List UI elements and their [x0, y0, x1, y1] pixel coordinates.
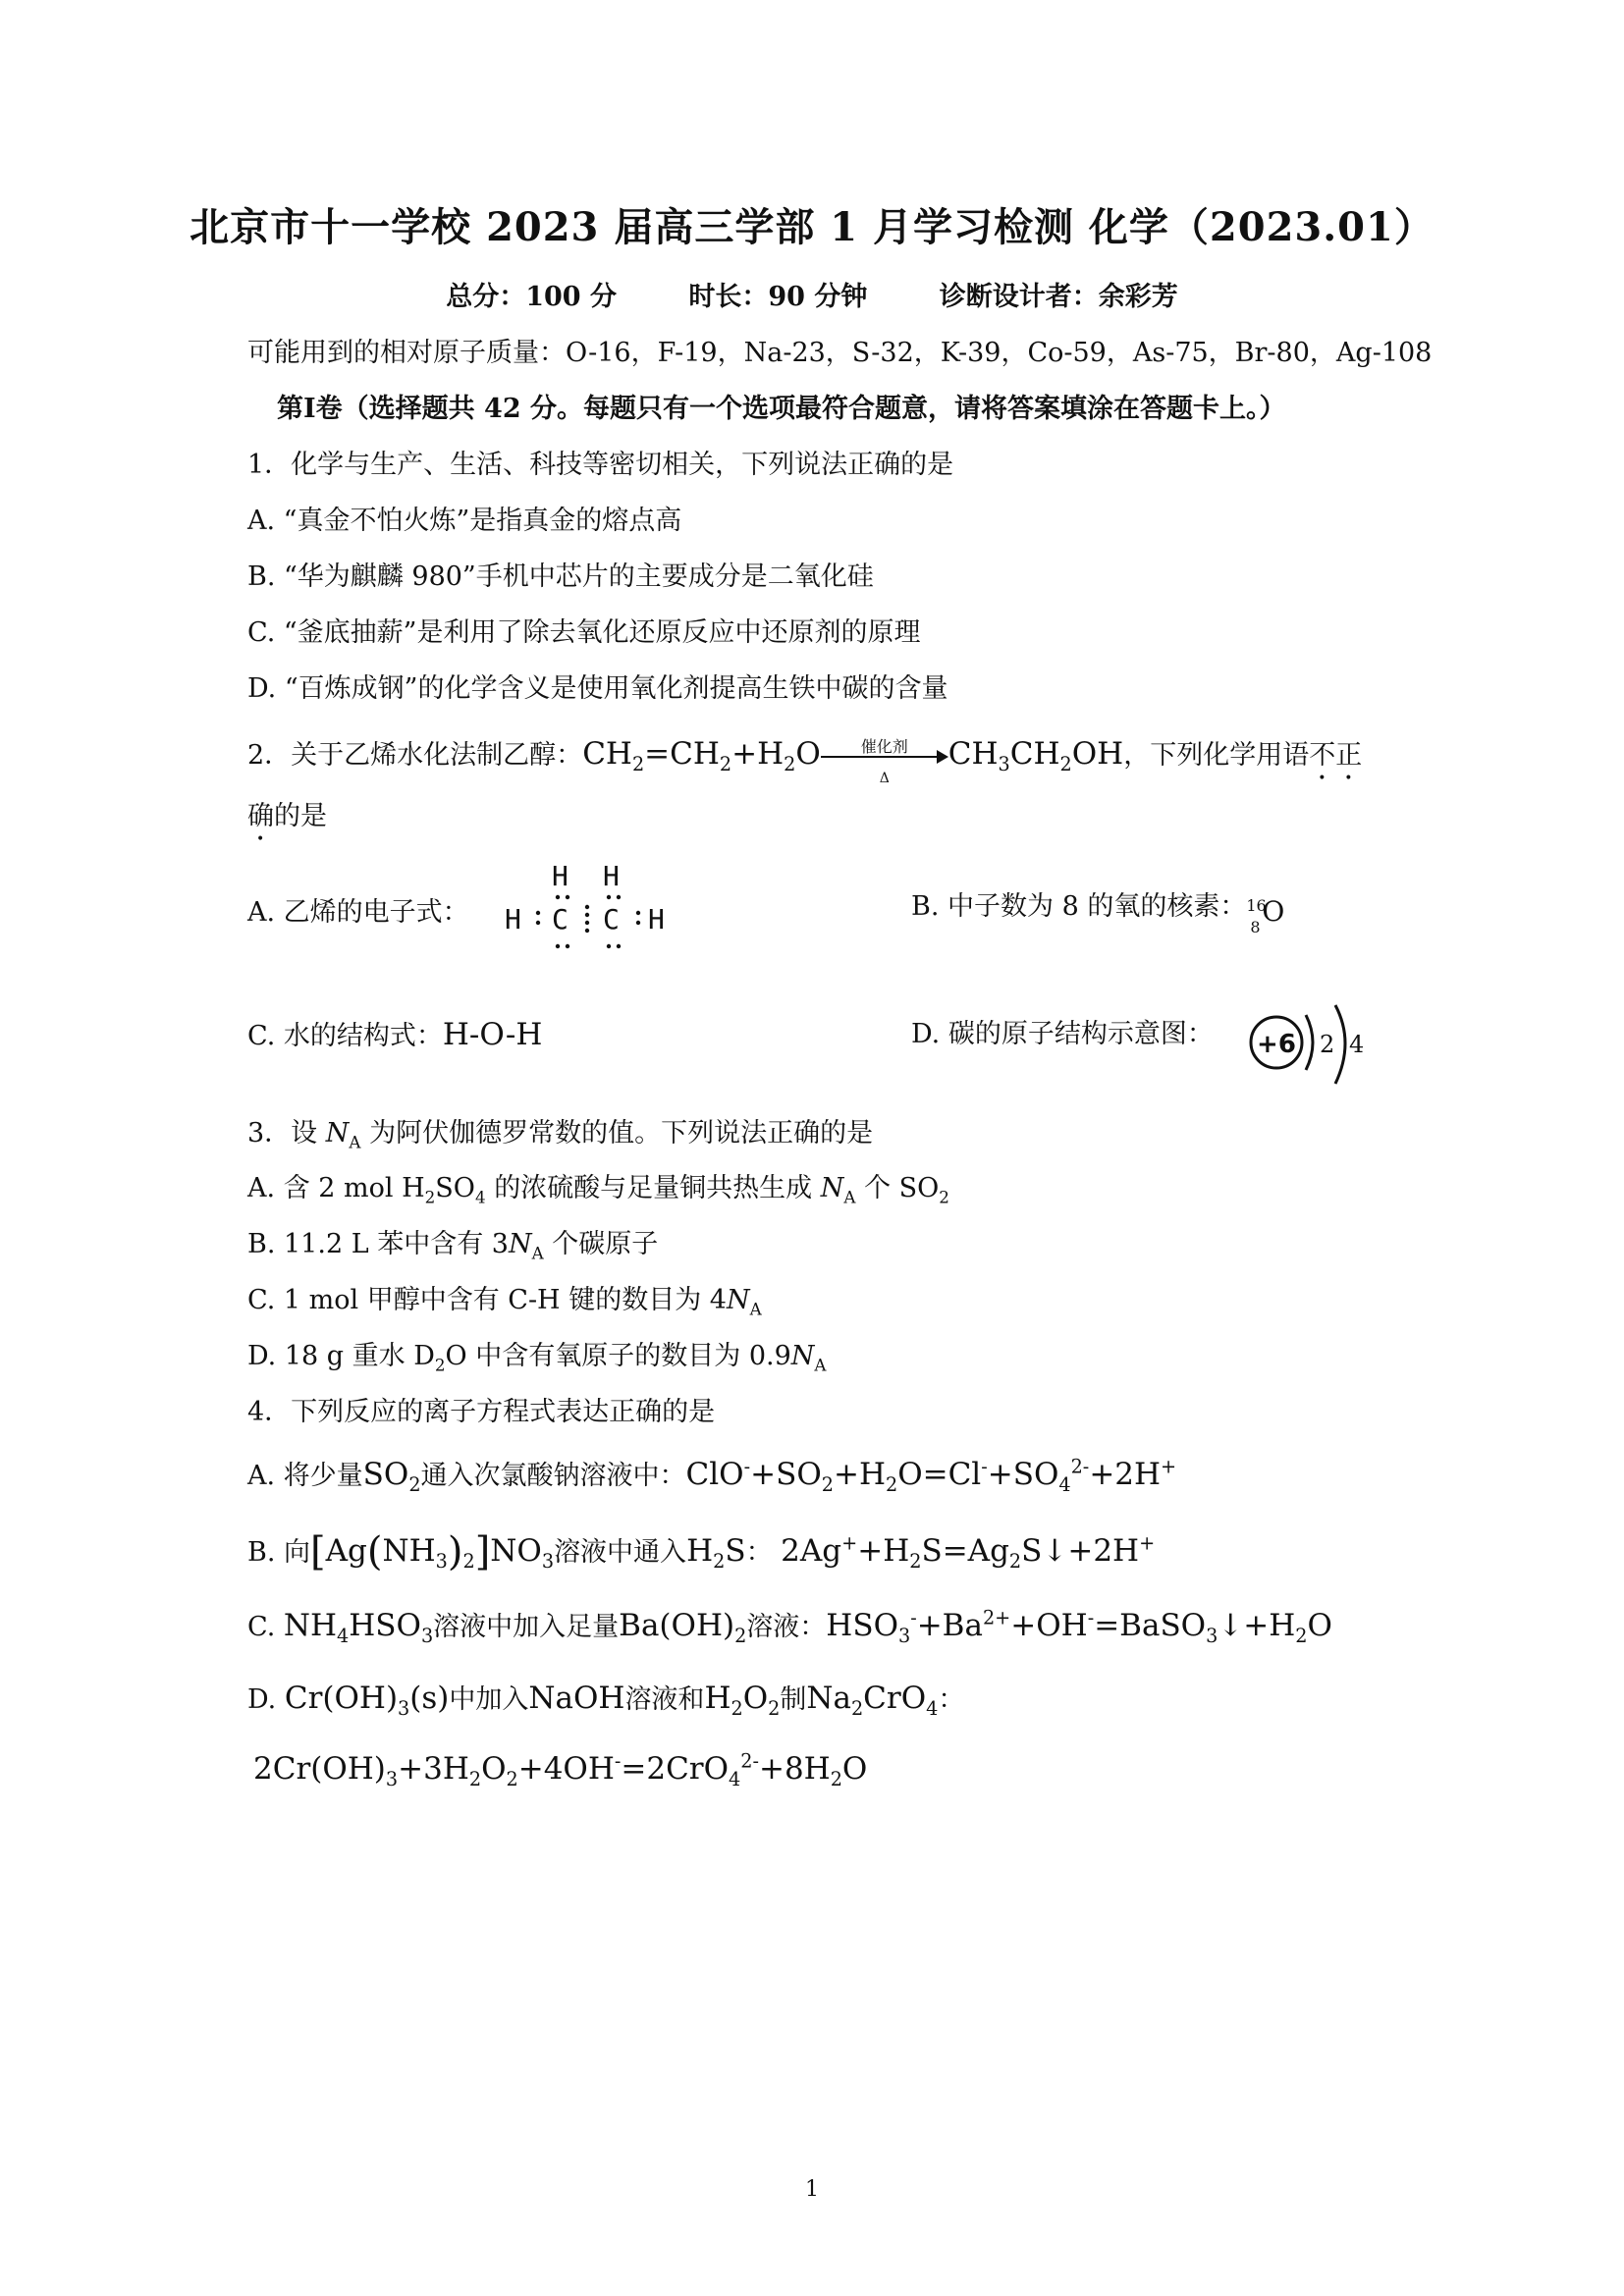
q3-option-c: C. 1 mol 甲醇中含有 C-H 键的数目为 $4N_A$: [247, 1285, 762, 1319]
right-c: C: [603, 903, 620, 935]
q2-option-c: C. 水的结构式：H-O-H: [247, 1017, 543, 1052]
reaction-equation: $CH_2=CH_2+H_2O$ 催化剂 Δ $CH_3CH_2OH$: [582, 736, 1124, 786]
ethylene-electron-formula: [499, 852, 685, 960]
q1-option-a: A. “真金不怕火炼”是指真金的熔点高: [247, 506, 682, 536]
section-heading: 第Ⅰ卷（选择题共 42 分。每题只有一个选项最符合题意，请将答案填涂在答题卡上。）: [277, 394, 1286, 424]
emphasis-text: 不正: [1309, 740, 1363, 771]
q1-option-b: B. “华为麒麟 980”手机中芯片的主要成分是二氧化硅: [247, 561, 874, 592]
carbon-atom-structure-diagram: [1245, 991, 1373, 1094]
q1-option-c: C. “釜底抽薪”是利用了除去氧化还原反应中还原剂的原理: [247, 617, 921, 648]
q4-option-d-equation: $2Cr(OH)_3+3H_2O_2+4OH^-=2CrO_4^{2-}+8H_2O$: [253, 1749, 868, 1791]
q3-stem: 3．设 $N_A$ 为阿伏伽德罗常数的值。下列说法正确的是: [247, 1118, 874, 1152]
q4-stem: 4．下列反应的离子方程式表达正确的是: [247, 1397, 716, 1427]
q2-stem-line2: 确的是: [247, 801, 327, 831]
q2-option-b: B. 中子数为 8 的氧的核素： 16 8 O: [911, 887, 1279, 928]
q3-option-d: D. 18 g 重水 $D_2O$ 中含有氧原子的数目为 $0.9N_A$: [247, 1341, 827, 1375]
oxygen-nuclide: 16 8 O: [1246, 894, 1285, 936]
q4-option-d: D. $Cr(OH)_3(s)$中加入NaOH溶液和$H_2O_2$制$Na_2CrO_4$：: [247, 1681, 965, 1721]
left-h: H: [505, 903, 521, 935]
q4-option-a: A. 将少量$SO_2$通入次氯酸钠溶液中：$ClO^-+SO_2+H_2O=Cl^-+SO_4^{2-}+2H^+$: [247, 1455, 1177, 1497]
top-h-left: H: [552, 860, 568, 892]
page-title: 北京市十一学校 2023 届高三学部 1 月学习检测 化学（2023.01）: [189, 204, 1435, 250]
total-score: 总分：100 分: [446, 282, 617, 312]
duration: 时长：90 分钟: [688, 282, 868, 312]
q2-stem: 2．关于乙烯水化法制乙醇：$CH_2=CH_2+H_2O$ 催化剂 Δ $CH_3CH_2OH$，下列化学用语不正: [247, 736, 1363, 786]
q3-option-b: B. 11.2 L 苯中含有 $3N_A$ 个碳原子: [247, 1229, 659, 1263]
reaction-arrow: 催化剂 Δ: [821, 741, 948, 771]
designer: 诊断设计者：余彩芳: [939, 282, 1178, 312]
top-h-right: H: [603, 860, 620, 892]
page-number: 1: [805, 2177, 819, 2202]
shell-1-electrons: 2: [1320, 1031, 1335, 1058]
left-c: C: [552, 903, 568, 935]
atomic-masses: 可能用到的相对原子质量：O-16，F-19，Na-23，S-32，K-39，Co-59，As-75，Br-80，Ag-108: [247, 338, 1433, 368]
shell-2-electrons: 4: [1349, 1031, 1365, 1058]
right-h: H: [648, 903, 665, 935]
q1-stem: 1．化学与生产、生活、科技等密切相关，下列说法正确的是: [247, 450, 954, 480]
q4-option-b: B. 向$[Ag(NH_3)_2]NO_3$溶液中通入$H_2S$： $2Ag^++H_2S=Ag_2S↓+2H^+$: [247, 1529, 1156, 1575]
exam-meta: [0, 275, 1624, 313]
q2-option-d: D. 碳的原子结构示意图：: [911, 1019, 1214, 1049]
q2-option-a: A. 乙烯的电子式：: [247, 897, 469, 928]
q3-option-a: A. 含 2 mol $H_2SO_4$ 的浓硫酸与足量铜共热生成 $N_A$ 个 $SO_2$: [247, 1173, 949, 1207]
q1-option-d: D. “百炼成钢”的化学含义是使用氧化剂提高生铁中碳的含量: [247, 673, 948, 704]
q4-option-c: C. $NH_4HSO_3$溶液中加入足量$Ba(OH)_2$溶液：$HSO_3^-+Ba^{2+}+OH^-=BaSO_3↓+H_2O$: [247, 1606, 1332, 1648]
nucleus-charge: +6: [1257, 1030, 1296, 1059]
